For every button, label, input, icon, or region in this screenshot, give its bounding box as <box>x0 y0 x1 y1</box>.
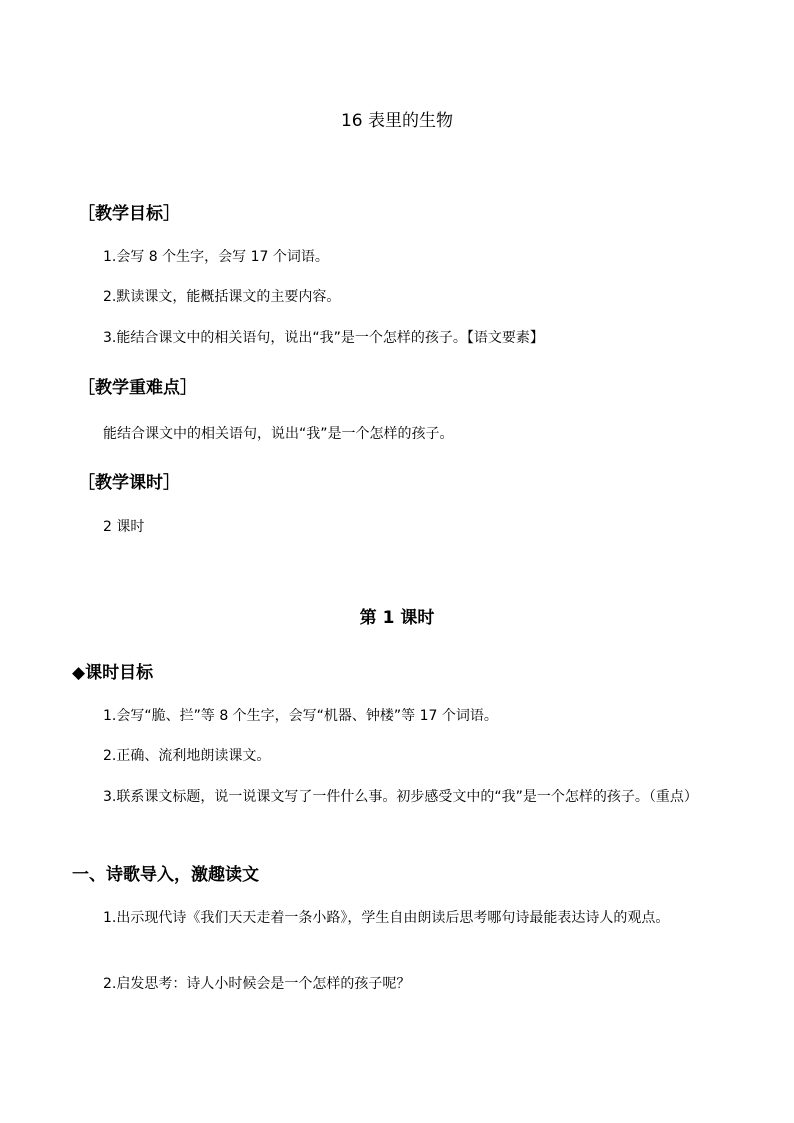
part-1-item-1: 1.出示现代诗《我们天天走着一条小路》，学生自由朗读后思考哪句诗最能表达诗人的观点。 <box>103 910 670 926</box>
key-points-text: 能结合课文中的相关语句，说出“我”是一个怎样的孩子。 <box>103 426 454 442</box>
document-title: 16 表里的生物 <box>340 111 454 131</box>
part-1-heading: 一、诗歌导入，激趣读文 <box>72 865 259 885</box>
goal-item-1: 1.会写 8 个生字，会写 17 个词语。 <box>103 249 329 265</box>
objective-item-3: 3.联系课文标题，说一说课文写了一件什么事。初步感受文中的“我”是一个怎样的孩子。（重点） <box>103 789 698 805</box>
goal-item-2: 2.默读课文，能概括课文的主要内容。 <box>103 289 341 305</box>
lesson-1-title: 第 1 课时 <box>359 608 435 628</box>
part-1-item-2: 2.启发思考：诗人小时候会是一个怎样的孩子呢？ <box>103 976 411 992</box>
objective-item-2: 2.正确、流利地朗读课文。 <box>103 748 271 764</box>
teaching-hours-text: 2 课时 <box>103 519 145 535</box>
lesson-objectives-heading: ◆课时目标 <box>72 663 154 683</box>
goal-item-3: 3.能结合课文中的相关语句，说出“我”是一个怎样的孩子。【语文要素】 <box>103 330 544 346</box>
teaching-goals-heading: ［教学目标］ <box>78 204 180 224</box>
objective-item-1: 1.会写“脆、拦”等 8 个生字，会写“机器、钟楼”等 17 个词语。 <box>103 708 498 724</box>
teaching-hours-heading: ［教学课时］ <box>78 473 180 493</box>
key-points-heading: ［教学重难点］ <box>78 378 197 398</box>
